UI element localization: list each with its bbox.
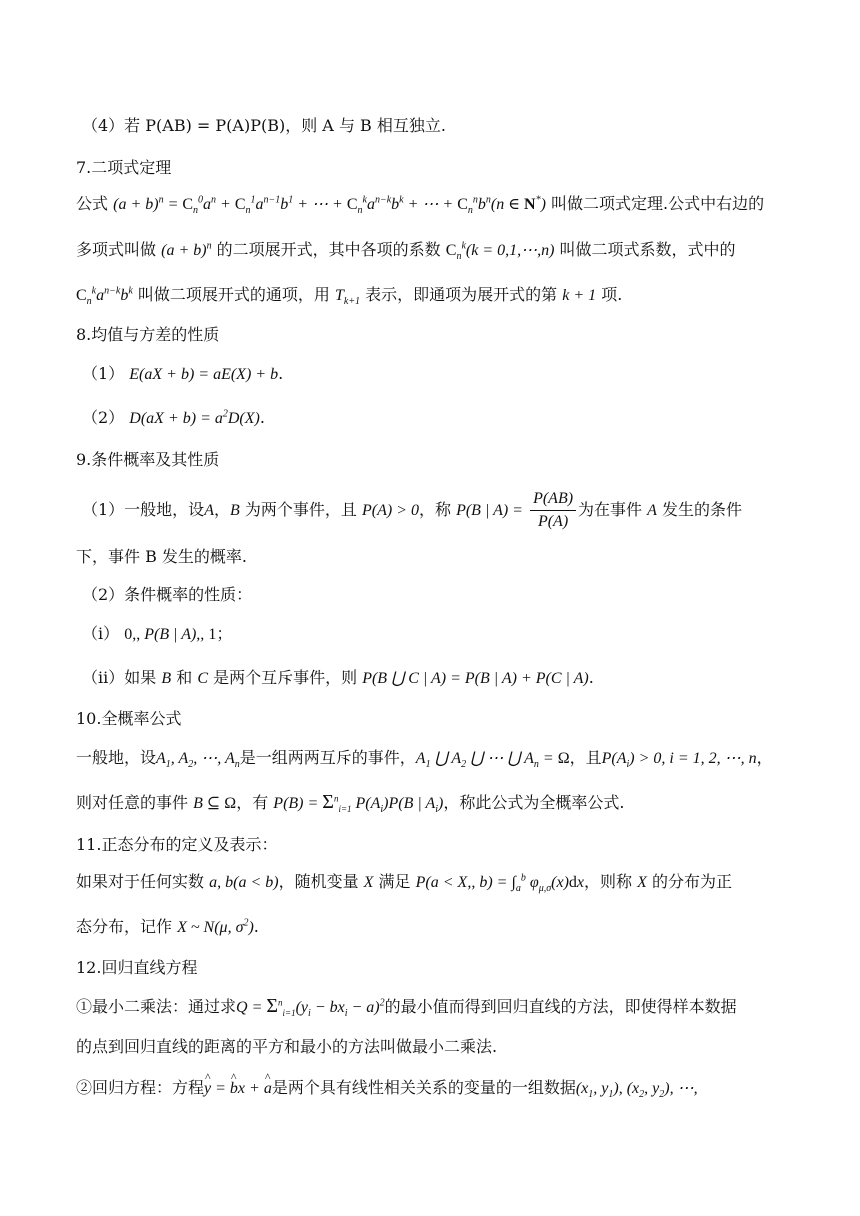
normal-distribution-definition: 如果对于任何实数 a, b(a < b)，随机变量 X 满足 P(a < X,, $b) = \int_a^b$ $\varphi_{\mu,\sigma}(x)dx$，则称 X 的分布为正 [76,872,733,895]
property-bounds: （i） 0,, P(B | A),, 1； [82,624,233,643]
independence-condition: （4）若 P(AB) = P(A)P(B)，则 A 与 B 相互独立. [82,116,446,135]
conditional-probability-definition: （1）一般地，设A，B 为两个事件，且 P(A) > 0，称 P(B | A) = $\frac{P(AB)}{P(A)}$ 为在事件 A 发生的条件 [82,490,743,530]
general-term-line: $C_n^ka^{n-k}b^k$ 叫做二项展开式的通项，用 $T_{k+1}$ 表示，即通项为展开式的第 k + 1 项. [76,285,623,308]
total-probability-condition: 一般地，设$A_1$, $A_2$, ⋯, $A_n$是一组两两互斥的事件，$A_1$ ⋃ $A_2$ ⋃ ⋯ ⋃ $A_n = \Omega$，且$P(A_i) > 0$, i = 1, 2, ⋯, n， [76,748,773,771]
least-squares-definition: ①最小二乘法：通过求$Q = \Sigma^n_{i=1}(y_i - bx_i - a)^2$的最小值而得到回归直线的方法，即使得样本数据 [76,995,737,1020]
heading-normal-distribution: 11.正态分布的定义及表示： [76,835,278,854]
heading-mean-variance: 8.均值与方差的性质 [76,325,220,344]
normal-distribution-notation: 态分布，记作 X ~ N(μ, $\sigma^2$). [76,917,259,936]
variance-property: （2） $D(aX + b) = a^2D(X)$. [82,408,265,427]
heading-binomial-theorem: 7.二项式定理 [76,158,172,177]
regression-equation: ②回归方程：方程^ y = ^ bx + ^ a是两个具有线性相关关系的变量的一组数据($x_1$, $y_1$), ($x_2$, $y_2$), ⋯, [76,1076,784,1101]
least-squares-definition-cont: 的点到回归直线的距离的平方和最小的方法叫做最小二乘法. [76,1037,498,1056]
conditional-probability-definition-cont: 下，事件 B 发生的概率. [76,547,248,566]
conditional-probability-properties-heading: （2）条件概率的性质： [82,585,253,604]
heading-regression-line: 12.回归直线方程 [76,958,198,977]
heading-conditional-probability: 9.条件概率及其性质 [76,450,220,469]
total-probability-formula: 则对任意的事件 B ⊆ Ω，有 $P(B) = \Sigma^n_{i=1}$ $P(A_i)P(B$ | $A_i$)，称此公式为全概率公式. [76,791,625,816]
mean-property: （1） E(aX + b) = aE(X) + b. [82,364,284,383]
binomial-expansion-line: 多项式叫做 $(a + b)^n$ 的二项展开式，其中各项的系数 $C_n^k(k$ = 0,1,⋯,n) 叫做二项式系数，式中的 [76,240,736,263]
heading-total-probability: 10.全概率公式 [76,709,182,728]
binomial-formula-line: 公式 $(a + b)^n = C_n^0a^n + C_n^1a^{n-1}b^1$ + ⋯ + $C_n^ka^{n-k}b^k$ + ⋯ + $C_n^nb^n(n$ ∈ N*) 叫做二项式定理.公式中右边的 [76,194,765,217]
property-disjoint-union: （ii）如果 B 和 C 是两个互斥事件，则 P(B ⋃ C | A) = P(B | A) + P(C | A). [82,668,594,687]
